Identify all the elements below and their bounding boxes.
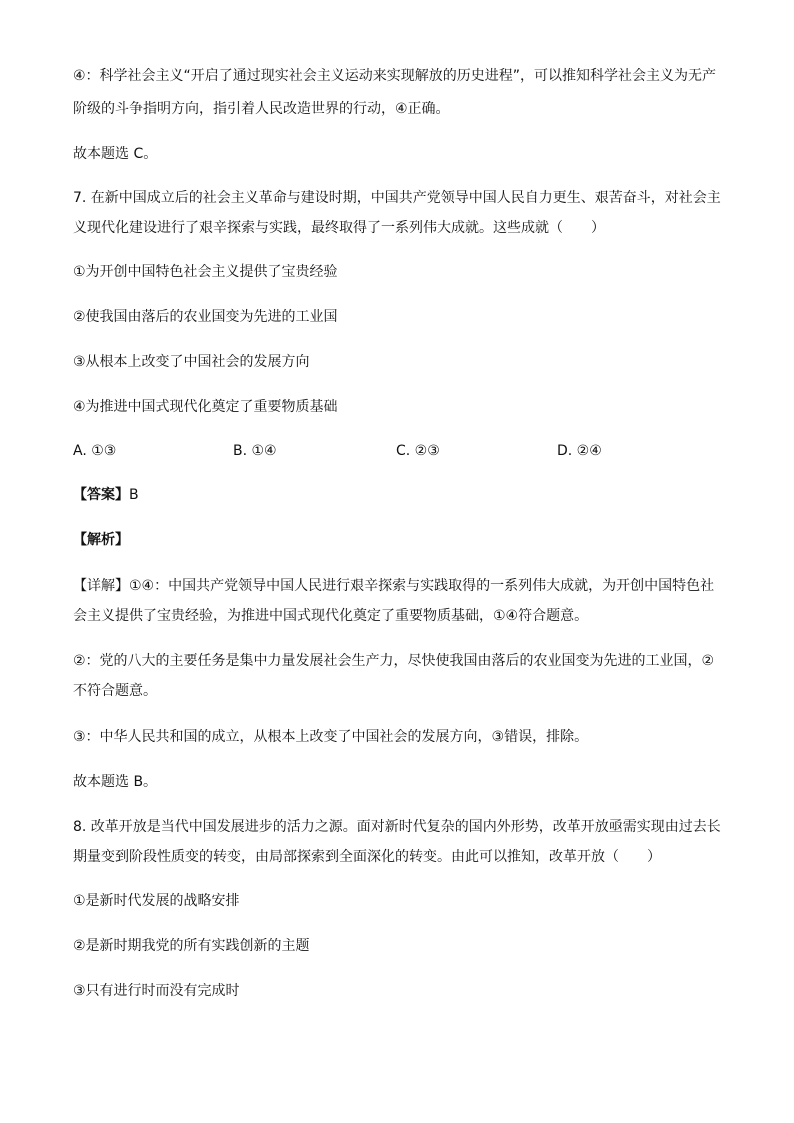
q7-option-b: B. ①④ [233, 443, 277, 459]
q8-item-1: ①是新时代发展的战略安排 [73, 893, 240, 909]
q7-stem-line2: 义现代化建设进行了艰辛探索与实践，最终取得了一系列伟大成就。这些成就（ ） [73, 220, 605, 236]
q7-analysis-tag: 【解析】 [73, 532, 129, 548]
q7-item-3: ③从根本上改变了中国社会的发展方向 [73, 354, 310, 370]
q7-point2-line2: 不符合题意。 [73, 683, 157, 699]
prev-point4-line2: 阶级的斗争指明方向，指引着人民改造世界的行动，④正确。 [73, 101, 450, 117]
q7-detail-line1: 【详解】①④：中国共产党领导中国人民进行艰辛探索与实践取得的一系列伟大成就，为开创中国特色社 [73, 578, 715, 594]
prev-conclusion: 故本题选 C。 [73, 146, 158, 162]
answer-tag: 【答案】 [73, 487, 129, 503]
q7-point2-line1: ②：党的八大的主要任务是集中力量发展社会生产力，尽快使我国由落后的农业国变为先进的工业国，② [73, 653, 715, 669]
q7-option-a: A. ①③ [73, 443, 117, 459]
answer-value: B [129, 487, 139, 503]
q7-detail-line2: 会主义提供了宝贵经验，为推进中国式现代化奠定了重要物质基础，①④符合题意。 [73, 608, 589, 624]
q7-option-d: D. ②④ [557, 443, 602, 459]
q7-answer [73, 486, 139, 504]
q8-stem-line1: 8. 改革开放是当代中国发展进步的活力之源。面对新时代复杂的国内外形势，改革开放亟需实现由过去长 [73, 819, 721, 835]
q7-item-1: ①为开创中国特色社会主义提供了宝贵经验 [73, 264, 338, 280]
q8-item-2: ②是新时期我党的所有实践创新的主题 [73, 938, 310, 954]
q8-item-3: ③只有进行时而没有完成时 [73, 983, 240, 999]
q8-stem-line2: 期量变到阶段性质变的转变，由局部探索到全面深化的转变。由此可以推知，改革开放（ ） [73, 849, 661, 865]
q7-option-c: C. ②③ [396, 443, 440, 459]
q7-stem-line1: 7. 在新中国成立后的社会主义革命与建设时期，中国共产党领导中国人民自力更生、艰苦奋斗，对社会主 [73, 190, 721, 206]
q7-item-4: ④为推进中国式现代化奠定了重要物质基础 [73, 399, 338, 415]
q7-conclusion: 故本题选 B。 [73, 774, 158, 790]
q7-item-2: ②使我国由落后的农业国变为先进的工业国 [73, 309, 338, 325]
prev-point4-line1: ④：科学社会主义“开启了通过现实社会主义运动来实现解放的历史进程”，可以推知科学社会主义为无产 [73, 68, 717, 84]
q7-point3-line1: ③：中华人民共和国的成立，从根本上改变了中国社会的发展方向，③错误，排除。 [73, 729, 589, 745]
